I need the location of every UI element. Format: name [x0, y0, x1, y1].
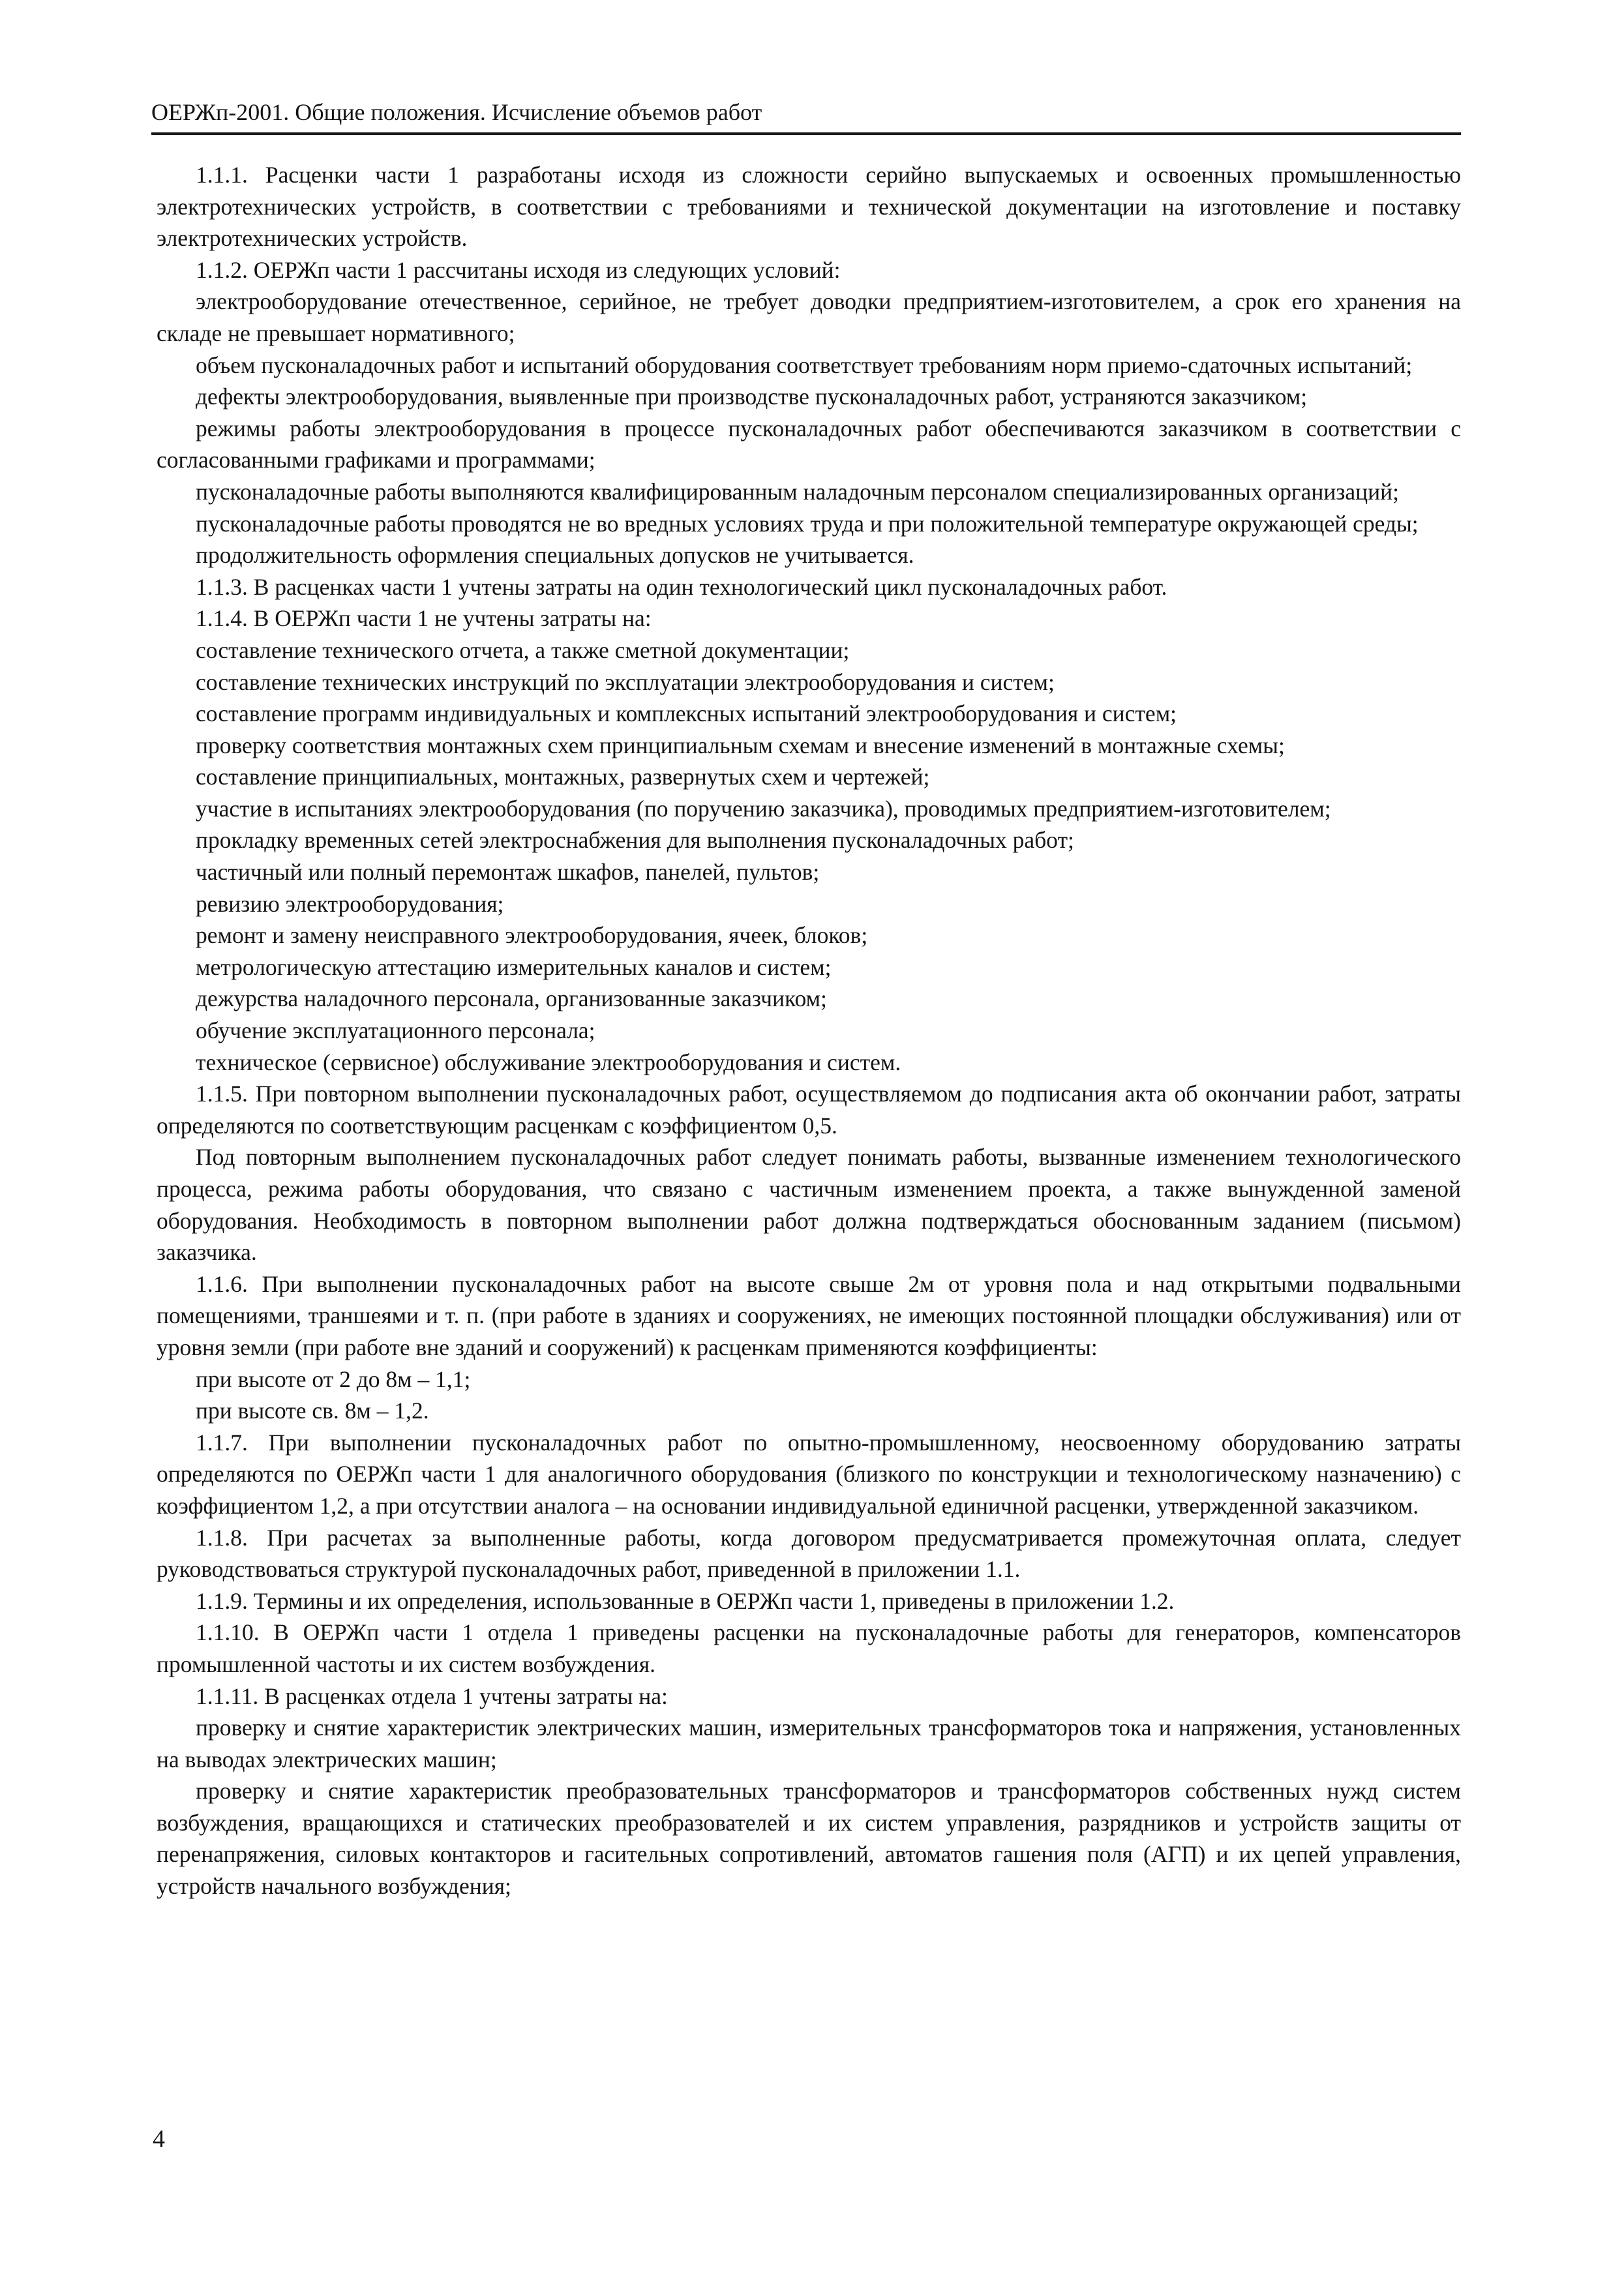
paragraph: проверку и снятие характеристик преобразовательных трансформаторов и трансформаторов собственных нужд систем возбуждения, вращающихся и статических преобразователей и их систем управления, разрядников и устройств защиты от перенапряжения, силовых контакторов и гасительных сопротивлений, автоматов гашения поля (АГП) и их цепей управления, устройств начального возбуждения;: [157, 1778, 1461, 1900]
paragraph: 1.1.9. Термины и их определения, использованные в ОЕРЖп части 1, приведены в приложении 1.2.: [196, 1587, 1175, 1614]
paragraph: 1.1.10. В ОЕРЖп части 1 отдела 1 приведены расценки на пусконаладочные работы для генераторов, компенсаторов промышленной частоты и их систем возбуждения.: [157, 1619, 1461, 1677]
paragraph: продолжительность оформления специальных допусков не учитывается.: [196, 542, 914, 569]
paragraph: пусконаладочные работы проводятся не во вредных условиях труда и при положительной температуре окружающей среды;: [196, 510, 1419, 537]
paragraph: режимы работы электрооборудования в процессе пусконаладочных работ обеспечиваются заказчиком в соответствии с согласованными графиками и программами;: [157, 415, 1461, 473]
paragraph: электрооборудование отечественное, серийное, не требует доводки предприятием-изготовителем, а срок его хранения на складе не превышает нормативного;: [157, 288, 1461, 346]
paragraph: при высоте св. 8м – 1,2.: [196, 1398, 429, 1424]
paragraph: 1.1.11. В расценках отдела 1 учтены затраты на:: [196, 1683, 668, 1709]
paragraph: Под повторным выполнением пусконаладочных работ следует понимать работы, вызванные изменением технологического процесса, режима работы оборудования, что связано с частичным изменением проекта, а также вынужденной заменой оборудования. Необходимость в повторном выполнении работ должна подтверждаться обоснованным заданием (письмом) заказчика.: [157, 1144, 1461, 1266]
paragraph: 1.1.7. При выполнении пусконаладочных работ по опытно-промышленному, неосвоенному оборудованию затраты определяются по ОЕРЖп части 1 для аналогичного оборудования (близкого по конструкции и технологическому назначению) с коэффициентом 1,2, а при отсутствии аналога – на основании индивидуальной единичной расценки, утвержденной заказчиком.: [157, 1429, 1461, 1519]
body-text: [157, 159, 1461, 1902]
header-rule: [151, 132, 1461, 135]
paragraph: составление технического отчета, а также сметной документации;: [196, 636, 850, 663]
paragraph: составление принципиальных, монтажных, развернутых схем и чертежей;: [196, 764, 930, 790]
paragraph: техническое (сервисное) обслуживание электрооборудования и систем.: [196, 1049, 901, 1075]
paragraph: при высоте от 2 до 8м – 1,1;: [196, 1366, 471, 1392]
paragraph: 1.1.1. Расценки части 1 разработаны исходя из сложности серийно выпускаемых и освоенных промышленностью электротехнических устройств, в соответствии с требованиями и технической документации на изготовление и поставку электротехнических устройств.: [157, 162, 1461, 252]
paragraph: частичный или полный перемонтаж шкафов, панелей, пультов;: [196, 859, 820, 886]
paragraph: составление программ индивидуальных и комплексных испытаний электрооборудования и систем;: [196, 700, 1177, 727]
paragraph: 1.1.8. При расчетах за выполненные работы, когда договором предусматривается промежуточная оплата, следует руководствоваться структурой пусконаладочных работ, приведенной в приложении 1.1.: [157, 1524, 1461, 1583]
paragraph: обучение эксплуатационного персонала;: [196, 1017, 595, 1044]
paragraph: 1.1.2. ОЕРЖп части 1 рассчитаны исходя из следующих условий:: [196, 256, 841, 283]
paragraph: 1.1.3. В расценках части 1 учтены затраты на один технологический цикл пусконаладочных работ.: [196, 573, 1167, 600]
paragraph: 1.1.5. При повторном выполнении пусконаладочных работ, осуществляемом до подписания акта об окончании работ, затраты определяются по соответствующим расценкам с коэффициентом 0,5.: [157, 1081, 1461, 1139]
paragraph: метрологическую аттестацию измерительных каналов и систем;: [196, 953, 832, 980]
paragraph: составление технических инструкций по эксплуатации электрооборудования и систем;: [196, 668, 1055, 695]
paragraph: 1.1.4. В ОЕРЖп части 1 не учтены затраты на:: [196, 605, 652, 632]
page-number: 4: [153, 2125, 165, 2153]
paragraph: дежурства наладочного персонала, организованные заказчиком;: [196, 985, 827, 1012]
paragraph: проверку и снятие характеристик электрических машин, измерительных трансформаторов тока и напряжения, установленных на выводах электрических машин;: [157, 1714, 1461, 1773]
paragraph: 1.1.6. При выполнении пусконаладочных работ на высоте свыше 2м от уровня пола и над открытыми подвальными помещениями, траншеями и т. п. (при работе в зданиях и сооружениях, не имеющих постоянной площадки обслуживания) или от уровня земли (при работе вне зданий и сооружений) к расценкам применяются коэффициенты:: [157, 1270, 1461, 1360]
paragraph: объем пусконаладочных работ и испытаний оборудования соответствует требованиям норм приемо-сдаточных испытаний;: [196, 352, 1413, 378]
paragraph: проверку соответствия монтажных схем принципиальным схемам и внесение изменений в монтажные схемы;: [196, 732, 1285, 758]
paragraph: ревизию электрооборудования;: [196, 890, 504, 917]
running-header: ОЕРЖп-2001. Общие положения. Исчисление объемов работ: [151, 99, 762, 125]
paragraph: ремонт и замену неисправного электрооборудования, ячеек, блоков;: [196, 922, 868, 949]
paragraph: пусконаладочные работы выполняются квалифицированным наладочным персоналом специализированных организаций;: [196, 478, 1399, 505]
paragraph: дефекты электрооборудования, выявленные при производстве пусконаладочных работ, устраняются заказчиком;: [196, 383, 1308, 410]
paragraph: прокладку временных сетей электроснабжения для выполнения пусконаладочных работ;: [196, 827, 1074, 854]
paragraph: участие в испытаниях электрооборудования (по поручению заказчика), проводимых предприятием-изготовителем;: [196, 795, 1331, 822]
